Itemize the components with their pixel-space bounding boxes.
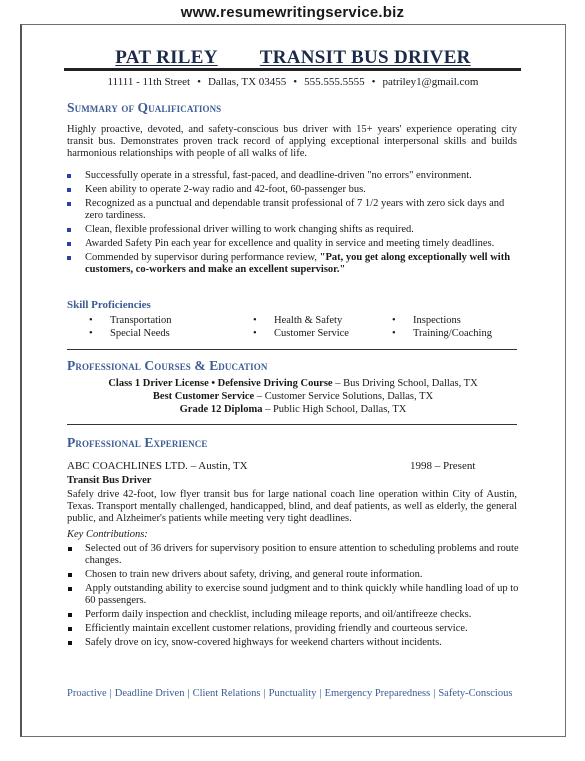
education-heading: Professional Courses & Education bbox=[67, 358, 268, 373]
keyword: Emergency Preparedness bbox=[324, 688, 431, 699]
list-item: Safely drove on icy, snow-covered highways for weekend charters without incidents. bbox=[67, 637, 519, 649]
education-line bbox=[20, 378, 566, 389]
education-line bbox=[20, 391, 566, 402]
keyword-footer bbox=[67, 688, 512, 699]
section-divider bbox=[67, 424, 517, 425]
credential-school: – Public High School, Dallas, TX bbox=[262, 404, 407, 415]
job-title: TRANSIT BUS DRIVER bbox=[259, 47, 471, 68]
phone: 555.555.5555 bbox=[304, 76, 365, 88]
keyword: Deadline Driven bbox=[114, 688, 185, 699]
city: Dallas, TX 03455 bbox=[207, 76, 287, 88]
skills-heading: Skill Proficiencies bbox=[67, 299, 151, 311]
list-item: Recognized as a punctual and dependable transit professional of 7 1/2 years with zero sick days and zero tardiness. bbox=[67, 198, 519, 222]
contact-separator: • bbox=[371, 76, 376, 88]
section-divider bbox=[67, 349, 517, 350]
keyword-separator: | bbox=[109, 688, 112, 699]
list-item: Clean, flexible professional driver willing to work changing shifts as required. bbox=[67, 224, 519, 236]
list-item: Keen ability to operate 2-way radio and 42-foot, 60-passenger bus. bbox=[67, 184, 519, 196]
credential-name: Grade 12 Diploma bbox=[179, 404, 263, 415]
list-item: Chosen to train new drivers about safety, driving, and general route information. bbox=[67, 569, 519, 581]
site-url: www.resumewritingservice.biz bbox=[180, 4, 405, 21]
keyword: Proactive bbox=[67, 688, 107, 699]
skill-item: • Inspections bbox=[413, 315, 461, 326]
header-rule bbox=[64, 68, 521, 71]
summary-heading: Summary of Qualifications bbox=[67, 100, 222, 115]
contact-separator: • bbox=[197, 76, 201, 88]
education-line bbox=[20, 404, 566, 415]
keyword: Punctuality bbox=[268, 688, 317, 699]
skill-item: • Customer Service bbox=[274, 328, 349, 339]
job-role: Transit Bus Driver bbox=[67, 475, 152, 486]
list-item: Successfully operate in a stressful, fast-paced, and deadline-driven "no errors" environment. bbox=[67, 170, 519, 182]
keyword-separator: | bbox=[319, 688, 322, 699]
summary-bullets bbox=[67, 170, 519, 278]
job-description: Safely drive 42-foot, low flyer transit bus for large national coach line operation within City of Austin, Texas. Transport mentally challenged, handicapped, blind, and deaf patients, as well as elderly, the general public, and Alzheimer's patients while meeting very tight deadlines. bbox=[67, 489, 517, 524]
keyword: Safety-Conscious bbox=[438, 688, 513, 699]
credential-school: – Customer Service Solutions, Dallas, TX bbox=[254, 391, 434, 402]
list-item: Perform daily inspection and checklist, including mileage reports, and oil/antifreeze checks. bbox=[67, 609, 519, 621]
keyword-separator: | bbox=[263, 688, 266, 699]
list-item: Efficiently maintain excellent customer relations, providing friendly and courteous service. bbox=[67, 623, 519, 635]
company-name: ABC COACHLINES LTD. – Austin, TX bbox=[67, 460, 248, 472]
candidate-name: PAT RILEY bbox=[115, 47, 218, 68]
supervisor-quote: "Pat, you get along exceptionally well with customers, co-workers and make an excellent supervisor." bbox=[85, 252, 511, 275]
list-item: Apply outstanding ability to exercise sound judgment and to think quickly while handling load of up to 60 passengers. bbox=[67, 583, 519, 607]
list-item: Awarded Safety Pin each year for excellence and quality in service and meeting timely deadlines. bbox=[67, 238, 519, 250]
quote-lead: Commended by supervisor during performance review, bbox=[85, 252, 320, 263]
contact-separator: • bbox=[293, 76, 298, 88]
credential-school: – Bus Driving School, Dallas, TX bbox=[332, 378, 478, 389]
skill-item: • Training/Coaching bbox=[413, 328, 492, 339]
skill-item: • Special Needs bbox=[110, 328, 170, 339]
address: 11111 - 11th Street bbox=[107, 76, 191, 88]
keyword-separator: | bbox=[433, 688, 436, 699]
contributions-label: Key Contributions: bbox=[67, 529, 148, 540]
credential-name: Class 1 Driver License • Defensive Driving Course bbox=[108, 378, 333, 389]
skill-item: • Transportation bbox=[110, 315, 171, 326]
list-item: Selected out of 36 drivers for supervisory position to ensure attention to scheduling problems and route changes. bbox=[67, 543, 519, 567]
credential-name: Best Customer Service bbox=[152, 391, 255, 402]
contributions-list bbox=[67, 543, 519, 651]
job-dates: 1998 – Present bbox=[410, 460, 476, 472]
experience-heading: Professional Experience bbox=[67, 435, 208, 450]
email: patriley1@gmail.com bbox=[382, 76, 479, 88]
resume-header bbox=[20, 47, 566, 69]
keyword-separator: | bbox=[187, 688, 190, 699]
job-header bbox=[67, 460, 517, 472]
keyword: Client Relations bbox=[192, 688, 261, 699]
list-item bbox=[67, 252, 519, 276]
contact-line bbox=[20, 76, 566, 88]
summary-intro: Highly proactive, devoted, and safety-conscious bus driver with 15+ years' experience operating city transit bus. Demonstrates proven track record of applying exceptional interpersonal skills and builds harmonious relationships with people of all walks of life. bbox=[67, 124, 517, 159]
skill-item: • Health & Safety bbox=[274, 315, 342, 326]
